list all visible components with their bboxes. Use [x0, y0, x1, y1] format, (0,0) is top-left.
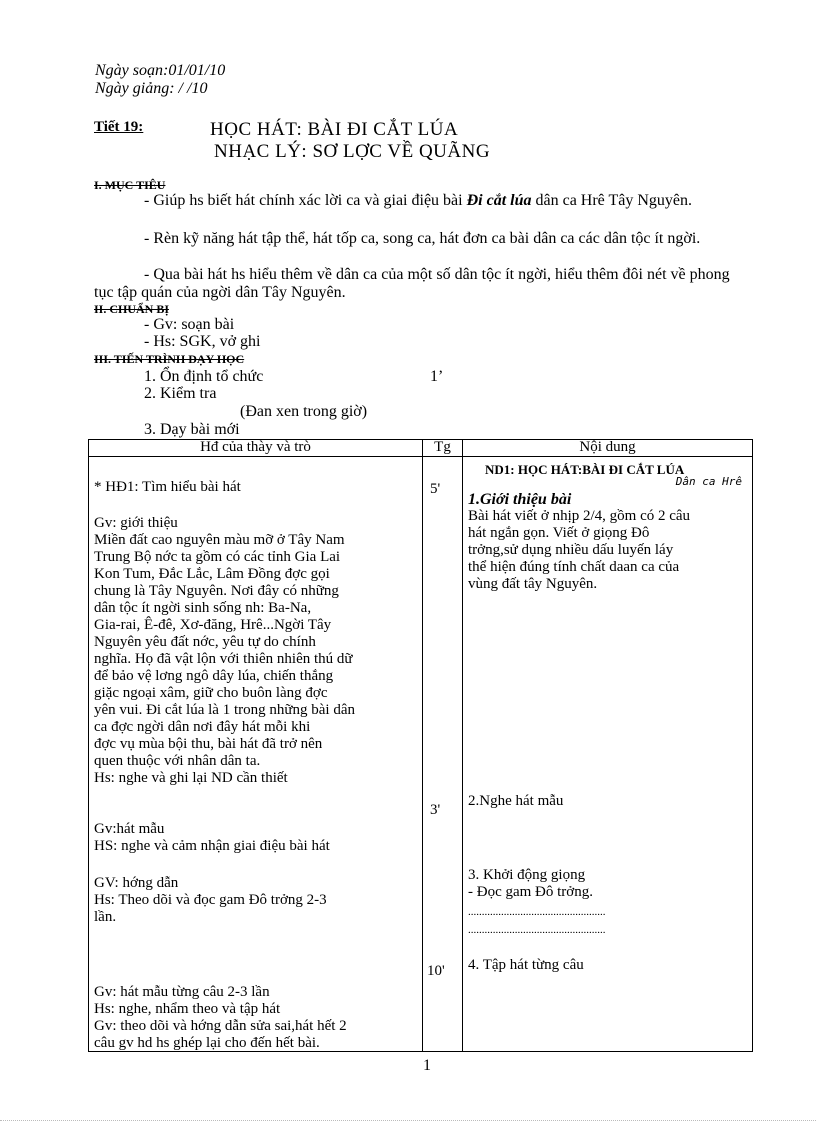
- process-heading: III. TIẾN TRÌNH DẠY HỌC: [94, 352, 245, 366]
- content-practice: 4. Tập hát từng câu: [468, 957, 584, 973]
- process-step-3: 3. Dạy bài mới: [144, 421, 240, 438]
- time-2: 3': [430, 802, 441, 818]
- activity-cell: [89, 457, 423, 1052]
- page-number: 1: [423, 1057, 431, 1074]
- header-activity: Hđ của thày và trò: [89, 440, 423, 457]
- content-dots-1: ..................................................: [468, 906, 606, 918]
- header-content: Nội dung: [463, 440, 753, 457]
- page-divider: [0, 1120, 816, 1121]
- lesson-table: [88, 439, 753, 1052]
- time-cell: [423, 457, 463, 1052]
- content-nd1-sub: Dân ca Hrê: [675, 475, 742, 488]
- activity-sing-sample: Gv:hát mẫu HS: nghe và cảm nhận giai điệu bài hát: [94, 821, 330, 854]
- time-3: 10': [427, 963, 445, 979]
- table-header-row: [89, 440, 753, 457]
- time-1: 5': [430, 481, 441, 497]
- preparation-heading: II. CHUẨN BỊ: [94, 302, 170, 316]
- content-intro: Bài hát viết ở nhịp 2/4, gồm có 2 câu hát ngắn gọn. Viết ở giọng Đô trởng,sử dụng nhiều dấu luyến láy thể hiện đúng tính chất daan ca của vùng đất tây Nguyên.: [468, 508, 691, 592]
- preparation-student: - Hs: SGK, vở ghi: [144, 333, 261, 350]
- table-row: [89, 457, 753, 1052]
- header-time: Tg: [423, 440, 463, 457]
- content-listen: 2.Nghe hát mẫu: [468, 793, 564, 809]
- activity-practice: Gv: hát mẫu từng câu 2-3 lần Hs: nghe, nhẩm theo và tập hát Gv: theo dõi và hớng dẫn sửa sai,hát hết 2 câu gv hd hs ghép lại cho đến hết bài.: [94, 984, 347, 1051]
- content-warm-up-item: - Đọc gam Đô trởng.: [468, 884, 593, 900]
- date-prepared: Ngày soạn:01/01/10: [95, 62, 226, 79]
- process-step-1: 1. Ổn định tổ chức: [144, 368, 264, 385]
- activity-hd1: * HĐ1: Tìm hiểu bài hát: [94, 479, 241, 495]
- content-nd1: ND1: HỌC HÁT:BÀI ĐI CẮT LÚA: [485, 462, 685, 477]
- process-step-2-note: (Đan xen trong giờ): [240, 403, 368, 420]
- objectives-heading: I. MỤC TIÊU: [94, 178, 166, 192]
- lesson-title-line1: HỌC HÁT: BÀI ĐI CẮT LÚA: [210, 119, 459, 140]
- objective-item-2: - Rèn kỹ năng hát tập thể, hát tốp ca, song ca, hát đơn ca bài dân ca các dân tộc ít ngời.: [144, 230, 701, 247]
- date-taught: Ngày giảng: / /10: [95, 80, 208, 97]
- objective-item-3: - Qua bài hát hs hiểu thêm về dân ca của một số dân tộc ít ngời, hiểu thêm đôi nét về phong tục tập quán của ngời dân Tây Nguyên.: [94, 266, 730, 301]
- content-intro-heading: 1.Giới thiệu bài: [468, 491, 572, 508]
- lesson-number: Tiết 19:: [94, 119, 144, 135]
- preparation-teacher: - Gv: soạn bài: [144, 316, 235, 333]
- process-step-2: 2. Kiểm tra: [144, 385, 217, 402]
- activity-warm-up: GV: hớng dẫn Hs: Theo dõi và đọc gam Đô trởng 2-3 lần.: [94, 875, 327, 925]
- content-cell: [463, 457, 753, 1052]
- lesson-title-line2: NHẠC LÝ: SƠ LỢC VỀ QUÃNG: [214, 141, 491, 162]
- process-step-1-time: 1’: [430, 368, 444, 385]
- content-warm-up: 3. Khởi động giọng: [468, 867, 586, 883]
- content-dots-2: ..................................................: [468, 924, 606, 936]
- song-name: Đi cắt lúa: [466, 192, 532, 209]
- activity-intro: Gv: giới thiệu Miền đất cao nguyên màu mỡ ở Tây Nam Trung Bộ nớc ta gồm có các tỉnh Gia Lai Kon Tum, Đắc Lắc, Lâm Đồng đợc gọi chung là Tây Nguyên. Nơi đây có những dân tộc ít ngời sinh sống nh: Ba-Na, Gia-rai, Ê-đê, Xơ-đăng, Hrê...Ngời Tây Nguyên yêu đất nớc, yêu tự do chính nghĩa. Họ đã vật lộn với thiên nhiên thú dữ để bảo vệ lơng ngô dây lúa, chiến thắng giặc ngoại xâm, giữ cho buôn làng đợc yên vui. Đi cắt lúa là 1 trong những bài dân ca đợc ngời dân nơi đây hát mỗi khi đợc vụ mùa bội thu, bài hát đã trở nên quen thuộc với nhân dân ta. Hs: nghe và ghi lại ND cần thiết: [94, 515, 355, 786]
- objective-item-1: - Giúp hs biết hát chính xác lời ca và giai điệu bài Đi cắt lúa dân ca Hrê Tây Nguyên.: [144, 192, 693, 209]
